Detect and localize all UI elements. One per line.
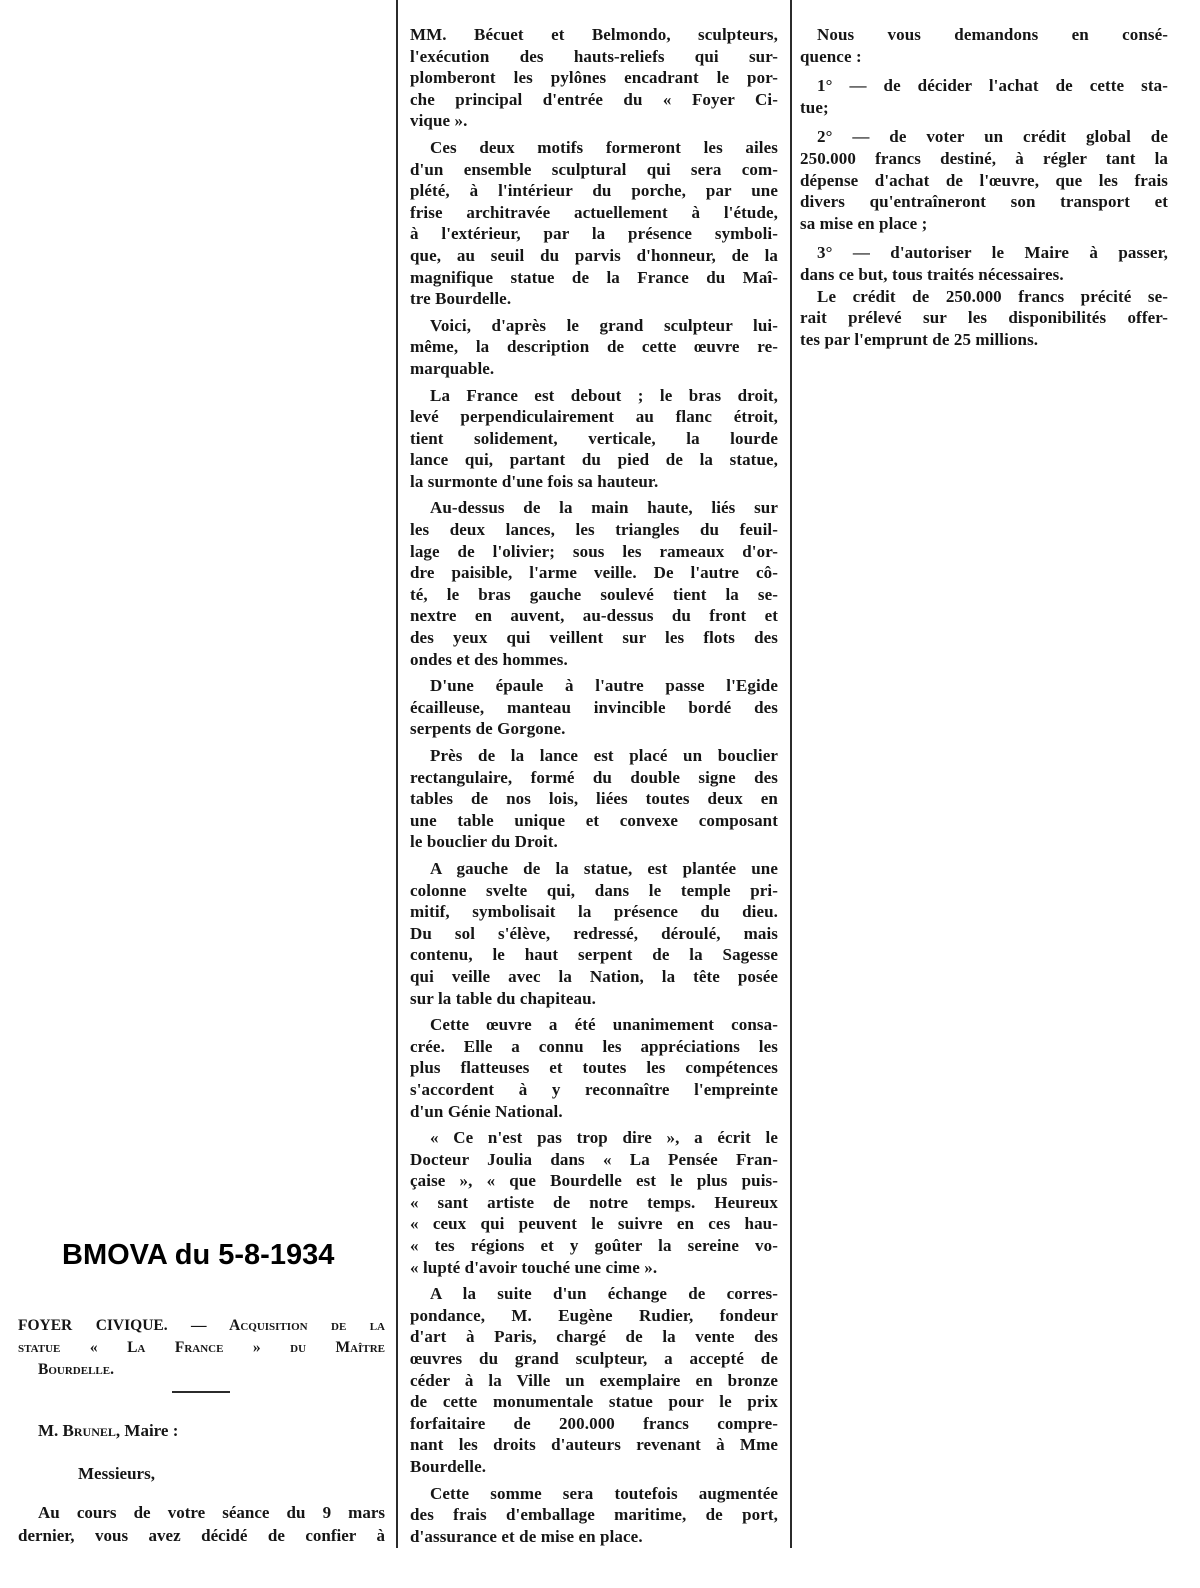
text-line: çaise », « que Bourdelle est le plus puis- — [410, 1171, 778, 1191]
text-line: la surmonte d'une fois sa hauteur. — [410, 471, 659, 491]
right-column — [800, 24, 1168, 350]
paragraph — [800, 75, 1168, 118]
text-line: 2° — de voter un crédit global de — [817, 127, 1168, 147]
text-line: « Ce n'est pas trop dire », a écrit le — [430, 1128, 778, 1148]
text-line: Au-dessus de la main haute, liés sur — [430, 498, 778, 518]
text-line: tient solidement, verticale, la lourde — [410, 428, 778, 448]
text-line: le bouclier du Droit. — [410, 832, 558, 852]
text-line: nant les droits d'auteurs revenant à Mme — [410, 1435, 778, 1455]
text-line: 3° — d'autoriser le Maire à passer, — [817, 243, 1168, 263]
section-title-lead: FOYER CIVIQUE. — [18, 1317, 168, 1334]
text-line: Cette œuvre a été unanimement consa- — [430, 1015, 778, 1035]
paragraph — [800, 24, 1168, 67]
text-line: La France est debout ; le bras droit, — [430, 385, 778, 405]
text-line: Nous vous demandons en consé- — [817, 25, 1168, 44]
text-line: l'exécution des hauts-reliefs qui sur- — [410, 46, 778, 66]
text-line: rait prélevé sur les disponibilités offer- — [800, 308, 1168, 328]
paragraph — [800, 126, 1168, 234]
text-line: lance qui, partant du pied de la statue, — [410, 450, 778, 470]
text-line: marquable. — [410, 358, 495, 378]
text-line: plété, à l'intérieur du porche, par une — [410, 181, 778, 201]
text-line: A gauche de la statue, est plantée une — [430, 858, 778, 878]
text-line: rectangulaire, formé du double signe des — [410, 767, 778, 787]
text-line: « lupté d'avoir touché une cime ». — [410, 1257, 658, 1277]
text-line: magnifique statue de la France du Maî- — [410, 267, 778, 287]
paragraph — [410, 1127, 778, 1278]
paragraph — [410, 858, 778, 1009]
section-title — [18, 1315, 385, 1381]
text-line: nextre en auvent, au-dessus du front et — [410, 606, 778, 626]
text-line: contenu, le haut serpent de la Sagesse — [410, 945, 778, 965]
text-line: tes par l'emprunt de 25 millions. — [800, 329, 1039, 349]
text-line: écailleuse, manteau invincible bordé des — [410, 697, 778, 717]
text-line: té, le bras gauche soulevé tient la se- — [410, 584, 778, 604]
paragraph — [410, 745, 778, 853]
section-title-line-3: Bourdelle. — [38, 1361, 114, 1378]
text-line: d'assurance et de mise en place. — [410, 1526, 643, 1546]
text-line: céder à la Ville un exemplaire en bronze — [410, 1370, 778, 1390]
text-line: che principal d'entrée du « Foyer Ci- — [410, 89, 778, 109]
text-line: sur la table du chapiteau. — [410, 988, 597, 1008]
text-line: « tes régions et y goûter la sereine vo- — [410, 1236, 778, 1256]
paragraph — [410, 1483, 778, 1548]
text-line: plomberont les pylônes encadrant le por- — [410, 68, 778, 88]
text-line: colonne svelte qui, dans le temple pri- — [410, 880, 778, 900]
text-line: vique ». — [410, 111, 468, 131]
text-line: serpents de Gorgone. — [410, 719, 566, 739]
speaker-name: Brunel, — [62, 1421, 121, 1440]
section-title-line-2: statue « La France » du Maître — [18, 1339, 385, 1356]
paragraph — [410, 497, 778, 670]
text-line: d'un ensemble sculptural qui sera com- — [410, 159, 778, 179]
text-line: des yeux qui veillent sur les flots des — [410, 628, 778, 648]
paragraph — [410, 385, 778, 493]
paragraph — [410, 137, 778, 310]
text-line: Près de la lance est placé un bouclier — [430, 746, 778, 765]
paragraph — [410, 1014, 778, 1122]
text-line: Bourdelle. — [410, 1457, 487, 1476]
text-line: « ceux qui peuvent le suivre en ces hau- — [410, 1214, 778, 1234]
section-title-rest: — Acquisition de la — [191, 1317, 385, 1334]
text-line: Le crédit de 250.000 francs précité se- — [817, 286, 1168, 306]
text-line: tre Bourdelle. — [410, 289, 512, 309]
text-line: des frais d'emballage maritime, de port, — [410, 1505, 778, 1525]
salutation: Messieurs, — [78, 1464, 155, 1483]
text-line: dernier, vous avez décidé de confier à — [18, 1526, 385, 1545]
text-line: s'accordent à y reconnaître l'empreinte — [410, 1079, 778, 1099]
text-line: dépense d'achat de l'œuvre, que les frais — [800, 170, 1168, 190]
speaker-line — [38, 1420, 178, 1442]
text-line: crée. Elle a connu les appréciations les — [410, 1036, 778, 1056]
text-line: une table unique et convexe composant — [410, 810, 778, 830]
text-line: qui veille avec la Nation, la tête posée — [410, 966, 778, 986]
text-line: même, la description de cette œuvre re- — [410, 337, 778, 357]
text-line: 250.000 francs destiné, à régler tant la — [800, 148, 1168, 168]
text-line: A la suite d'un échange de corres- — [430, 1284, 778, 1304]
speaker-prefix: M. — [38, 1421, 59, 1440]
text-line: tables de nos lois, liées toutes deux en — [410, 789, 778, 809]
text-line: Cette somme sera toutefois augmentée — [430, 1483, 778, 1503]
text-line: Docteur Joulia dans « La Pensée Fran- — [410, 1149, 778, 1169]
column-rule-left — [396, 0, 398, 1548]
text-line: tue; — [800, 97, 829, 117]
text-line: 1° — de décider l'achat de cette sta- — [817, 76, 1168, 96]
text-line: « sant artiste de notre temps. Heureux — [410, 1192, 778, 1212]
paragraph — [410, 675, 778, 740]
middle-column — [410, 24, 778, 1547]
text-line: Voici, d'après le grand sculpteur lui- — [430, 315, 778, 335]
text-line: Au cours de votre séance du 9 mars — [38, 1503, 385, 1522]
text-line: mitif, symbolisait la présence du dieu. — [410, 902, 778, 922]
text-line: d'un Génie National. — [410, 1101, 563, 1121]
text-line: quence : — [800, 46, 862, 66]
text-line: forfaitaire de 200.000 francs compre- — [410, 1413, 778, 1433]
title-divider — [172, 1391, 230, 1393]
text-line: lage de l'olivier; sous les rameaux d'or- — [410, 541, 778, 561]
text-line: levé perpendiculairement au flanc étroit, — [410, 407, 778, 427]
text-line: plus flatteuses et toutes les compétences — [410, 1058, 778, 1078]
text-line: d'art à Paris, chargé de la vente des — [410, 1327, 778, 1347]
section-title-line-1 — [18, 1315, 385, 1337]
text-line: divers qu'entraîneront son transport et — [800, 192, 1168, 212]
source-heading: BMOVA du 5-8-1934 — [62, 1239, 335, 1271]
text-line: les deux lances, les triangles du feuil- — [410, 520, 778, 540]
text-line: dre paisible, l'arme veille. De l'autre cô- — [410, 563, 778, 583]
text-line: frise architravée actuellement à l'étude, — [410, 202, 778, 222]
paragraph — [410, 1283, 778, 1477]
opening-paragraph — [18, 1501, 385, 1547]
paragraph — [800, 242, 1168, 285]
text-line: à l'extérieur, par la présence symboli- — [410, 224, 778, 244]
text-line: ondes et des hommes. — [410, 649, 568, 669]
text-line: D'une épaule à l'autre passe l'Egide — [430, 676, 778, 696]
column-rule-right — [790, 0, 792, 1548]
text-line: dans ce but, tous traités nécessaires. — [800, 264, 1064, 284]
text-line: Du sol s'élève, redressé, déroulé, mais — [410, 923, 778, 943]
text-line: Ces deux motifs formeront les ailes — [430, 137, 778, 157]
text-line: MM. Bécuet et Belmondo, sculpteurs, — [410, 25, 778, 44]
text-line: de cette monumentale statue pour le prix — [410, 1392, 778, 1412]
continued-paragraph — [410, 24, 778, 132]
text-line: pondance, M. Eugène Rudier, fondeur — [410, 1305, 778, 1325]
text-line: œuvres du grand sculpteur, a accepté de — [410, 1349, 778, 1369]
paragraph — [410, 315, 778, 380]
text-line: sa mise en place ; — [800, 213, 928, 233]
speaker-role: Maire : — [124, 1421, 179, 1440]
paragraph — [800, 286, 1168, 351]
text-line: que, au seuil du parvis d'honneur, de la — [410, 245, 778, 265]
